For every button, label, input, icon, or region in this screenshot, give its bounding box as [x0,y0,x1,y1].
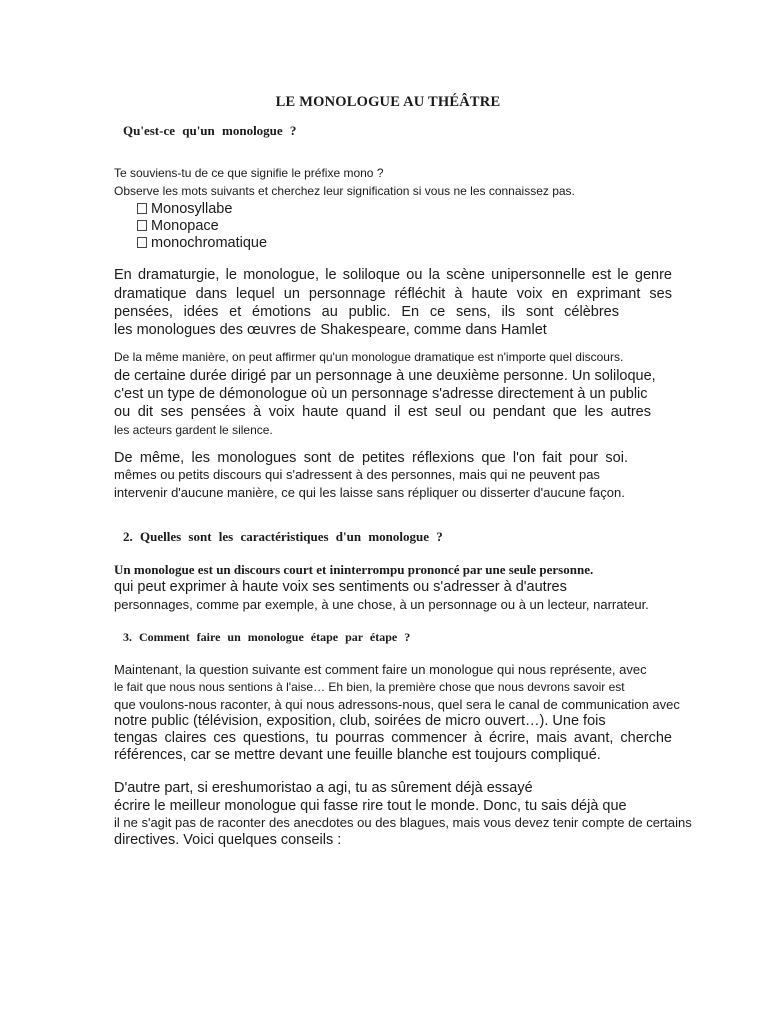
paragraph-6-line: D'autre part, si ereshumoristao a agi, tu as sûrement déjà essayé [114,780,533,796]
paragraph-2-line: c'est un type de démonologue où un personnage s'adresse directement à un public [114,386,648,402]
paragraph-1-line: les monologues des œuvres de Shakespeare, comme dans Hamlet [114,322,547,338]
word-list-item-text: Monopace [151,218,219,234]
paragraph-5-line: tengas claires ces questions, tu pourras commencer à écrire, mais avant, cherche [114,730,672,746]
heading-how-to: 3. Comment faire un monologue étape par étape ? [123,630,411,644]
heading-what-is-monologue: Qu'est-ce qu'un monologue ? [123,123,297,138]
paragraph-4-line: Un monologue est un discours court et ininterrompu prononcé par une seule personne. [114,562,594,577]
paragraph-5-line: Maintenant, la question suivante est comment faire un monologue qui nous représente, avec [114,662,647,677]
paragraph-3-line: mêmes ou petits discours qui s'adressent à des personnes, mais qui ne peuvent pas [114,467,600,482]
paragraph-5-line: le fait que nous nous sentions à l'aise… Eh bien, la première chose que nous devrons savoir est [114,680,625,694]
bullet-box-icon [137,203,147,214]
intro-line-1: Te souviens-tu de ce que signifie le préfixe mono ? [114,166,384,180]
paragraph-5-line: références, car se mettre devant une feuille blanche est toujours compliqué. [114,747,601,763]
word-list-item-text: Monosyllabe [151,201,233,217]
paragraph-2-line: de certaine durée dirigé par un personnage à une deuxième personne. Un soliloque, [114,368,656,384]
document-title: LE MONOLOGUE AU THÉÂTRE [275,94,501,110]
paragraph-6-line: il ne s'agit pas de raconter des anecdotes ou des blagues, mais vous devez tenir compte de certains [114,815,692,830]
paragraph-1-line: En dramaturgie, le monologue, le soliloque ou la scène unipersonnelle est le genre [114,267,672,283]
word-list-item [137,218,219,234]
paragraph-6-line: écrire le meilleur monologue qui fasse rire tout le monde. Donc, tu sais déjà que [114,798,627,814]
paragraph-3-line: De même, les monologues sont de petites réflexions que l'on fait pour soi. [114,450,628,466]
paragraph-2-line: les acteurs gardent le silence. [114,423,273,437]
paragraph-5-line: notre public (télévision, exposition, club, soirées de micro ouvert…). Une fois [114,713,606,729]
paragraph-1-line: pensées, idées et émotions au public. En ce sens, ils sont célèbres [114,304,619,320]
word-list-item [137,235,267,251]
heading-characteristics: 2. Quelles sont les caractéristiques d'un monologue ? [123,529,443,544]
word-list-item-text: monochromatique [151,235,268,251]
paragraph-4-line: personnages, comme par exemple, à une chose, à un personnage ou à un lecteur, narrateur. [114,597,649,612]
paragraph-3-line: intervenir d'aucune manière, ce qui les laisse sans répliquer ou disserter d'aucune façon. [114,485,625,500]
bullet-box-icon [137,237,147,248]
intro-line-2: Observe les mots suivants et cherchez leur signification si vous ne les connaissez pas. [114,184,575,198]
paragraph-2-line: De la même manière, on peut affirmer qu'un monologue dramatique est n'importe quel discours. [114,350,624,364]
paragraph-5-line: que voulons-nous raconter, à qui nous adressons-nous, quel sera le canal de communication avec [114,697,680,712]
word-list-item [137,201,232,217]
paragraph-2-line: ou dit ses pensées à voix haute quand il est seul ou pendant que les autres [114,404,651,420]
bullet-box-icon [137,220,147,231]
paragraph-4-line: qui peut exprimer à haute voix ses sentiments ou s'adresser à d'autres [114,579,567,595]
paragraph-6-line: directives. Voici quelques conseils : [114,832,342,848]
paragraph-1-line: dramatique dans lequel un personnage réfléchit à haute voix en exprimant ses [114,286,672,302]
